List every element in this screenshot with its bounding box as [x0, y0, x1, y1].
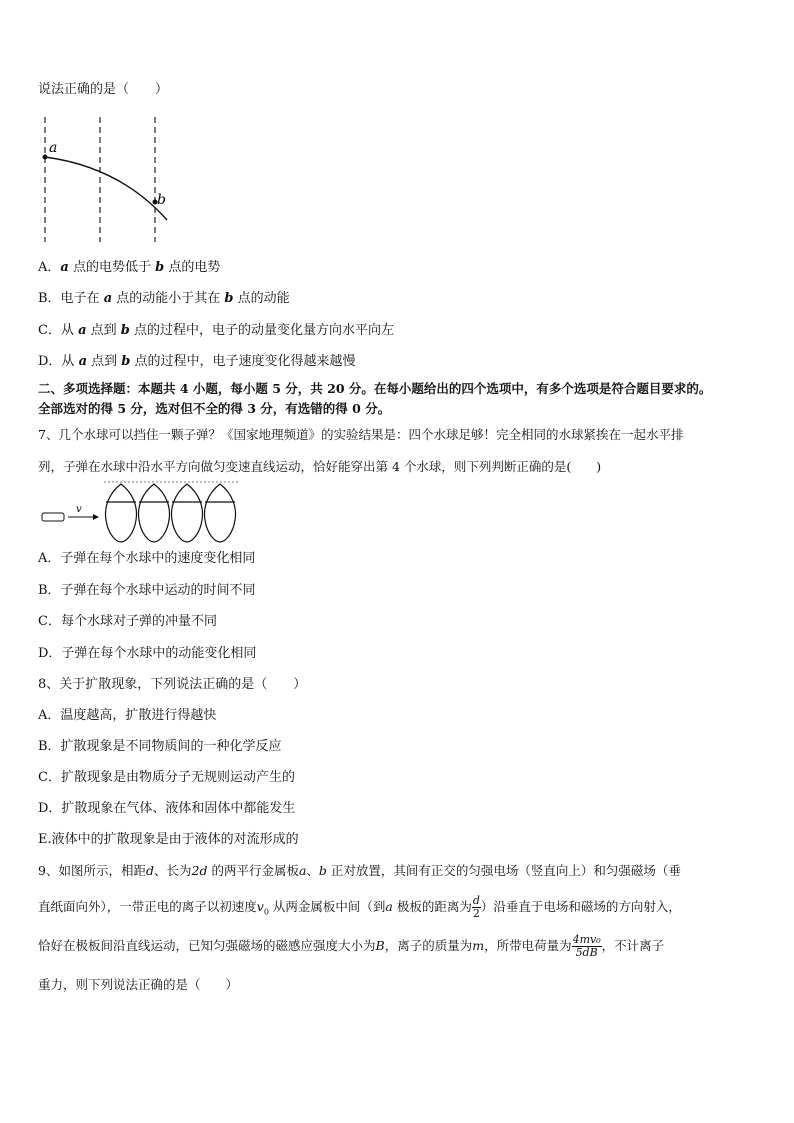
q9-stem-line3: 恰好在极板间沿直线运动，已知匀强磁场的磁感应强度大小为B，离子的质量为m，所带电荷量为 $\frac{\text{4mv₀}}{5dB}$ ，不计离子	[38, 933, 665, 959]
section2-line2: 全部选对的得 5 分，选对但不全的得 3 分，有选错的得 0 分。	[38, 401, 391, 416]
q7-option-b: B．子弹在每个水球中运动的时间不同	[38, 583, 256, 598]
q9-stem-line2: 直纸面向外），一带正电的离子以初速度$v_0$ 从两金属板中间（到a 极板的距离为 $\frac{d}{2}$ ）沿垂直于电场和磁场的方向射入，	[38, 894, 681, 920]
q8-option-e: E.液体中的扩散现象是由于液体的对流形成的	[38, 832, 299, 847]
q8-stem: 8、关于扩散现象，下列说法正确的是（ ）	[38, 677, 307, 692]
q9-stem-line4: 重力，则下列说法正确的是（ ）	[38, 977, 239, 992]
q7-water-balls-figure	[38, 478, 248, 548]
q6-stem-tail: 说法正确的是（ ）	[38, 82, 169, 97]
q6-option-d: D．从 a 点到 b 点的过程中，电子速度变化得越来越慢	[38, 354, 356, 369]
q7-stem-line1: 7、几个水球可以挡住一颗子弹？《国家地理频道》的实验结果是：四个水球足够！完全相同的水球紧挨在一起水平排	[38, 427, 684, 442]
q6-field-figure	[35, 112, 175, 247]
point-a-label: a	[49, 140, 58, 156]
q7-option-c: C．每个水球对子弹的冲量不同	[38, 614, 217, 629]
fraction-d-over-2: $\frac{d}{2}$	[472, 894, 480, 920]
q7-option-d: D．子弹在每个水球中的动能变化相同	[38, 646, 257, 661]
section2-line1: 二、多项选择题：本题共 4 小题，每小题 5 分，共 20 分。在每小题给出的四个选项中，有多个选项是符合题目要求的。	[38, 381, 712, 396]
fraction-charge: $\frac{\text{4mv₀}}{5dB}$	[572, 933, 601, 959]
q6-option-c: C．从 a 点到 b 点的过程中，电子的动量变化量方向水平向左	[38, 323, 395, 338]
q6-option-b: B．电子在 a 点的动能小于其在 b 点的动能	[38, 291, 290, 306]
q8-option-d: D．扩散现象在气体、液体和固体中都能发生	[38, 801, 296, 816]
q7-option-a: A．子弹在每个水球中的速度变化相同	[38, 551, 256, 566]
point-b-label: b	[157, 192, 166, 208]
q9-stem-line1: 9、如图所示，相距d、长为2d 的两平行金属板a、b 正对放置，其间有正交的匀强电场（竖直向上）和匀强磁场（垂	[38, 863, 681, 878]
q6-option-a: A．a 点的电势低于 b 点的电势	[38, 260, 221, 275]
q8-option-c: C．扩散现象是由物质分子无规则运动产生的	[38, 770, 295, 785]
q7-stem-line2: 列，子弹在水球中沿水平方向做匀变速直线运动，恰好能穿出第 4 个水球，则下列判断正确的是( )	[38, 459, 602, 474]
q8-option-a: A．温度越高，扩散进行得越快	[38, 708, 217, 723]
velocity-label: v	[76, 504, 82, 515]
q8-option-b: B．扩散现象是不同物质间的一种化学反应	[38, 739, 282, 754]
